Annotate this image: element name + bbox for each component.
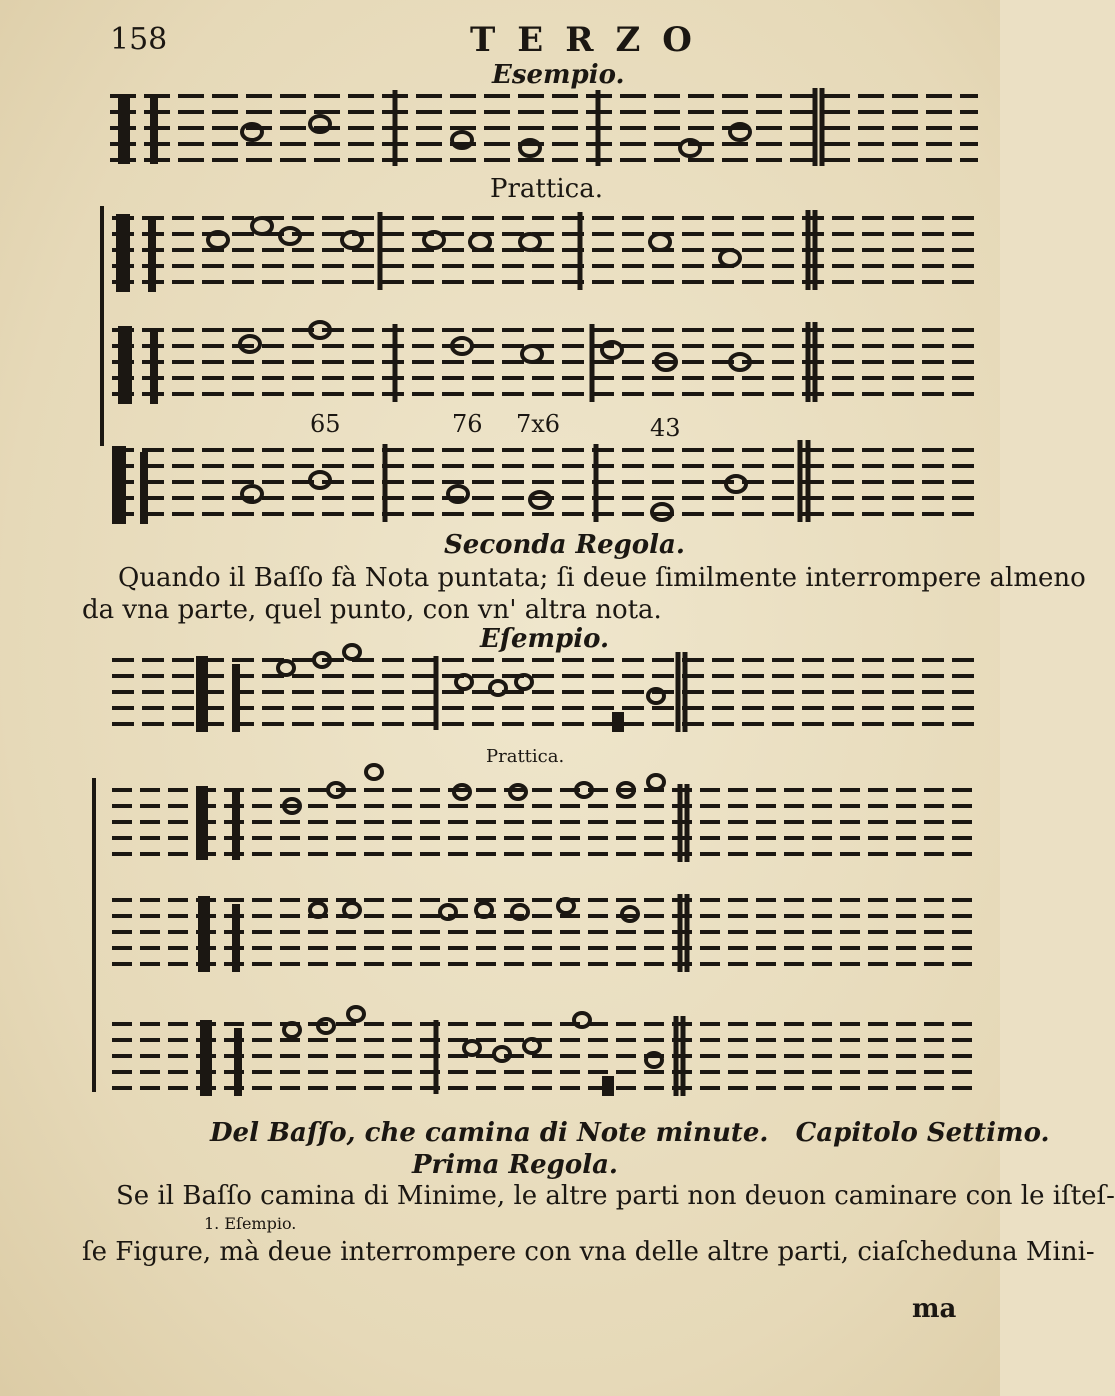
section-heading-seconda-regola: Seconda Regola.: [444, 530, 685, 560]
example-label-1: Esempio.: [492, 60, 625, 90]
practice-label-2: Prattica.: [486, 746, 565, 767]
chapter-heading: Del Baſſo, che camina di Note minute. Capitolo Settimo.: [210, 1118, 1050, 1148]
figure-2: 76: [452, 410, 483, 438]
margin-note-esempio: 1. Eſempio.: [204, 1214, 297, 1233]
figure-3: 7x6: [516, 410, 561, 438]
rule-heading-prima-regola: Prima Regola.: [412, 1150, 618, 1180]
figure-1: 65: [310, 410, 341, 438]
catchword: ma: [912, 1294, 957, 1324]
figure-4: 43: [650, 414, 681, 442]
paragraph-line-1: Quando il Baſſo fà Nota puntata; ſi deue ſimilmente interrompere almeno: [118, 563, 1086, 593]
paragraph-line-2: da vna parte, quel punto, con vn' altra nota.: [82, 595, 662, 625]
example-label-2: Eſempio.: [480, 624, 610, 654]
page-number: 158: [110, 22, 168, 57]
practice-label-1: Prattica.: [490, 174, 603, 204]
paragraph2-line-1: Se il Baſſo camina di Minime, le altre parti non deuon caminare con le iſteſ-: [116, 1181, 1115, 1211]
paragraph2-line-2: ſe Figure, mà deue interrompere con vna delle altre parti, ciaſcheduna Mini-: [82, 1237, 1095, 1267]
running-title: TERZO: [470, 20, 714, 60]
